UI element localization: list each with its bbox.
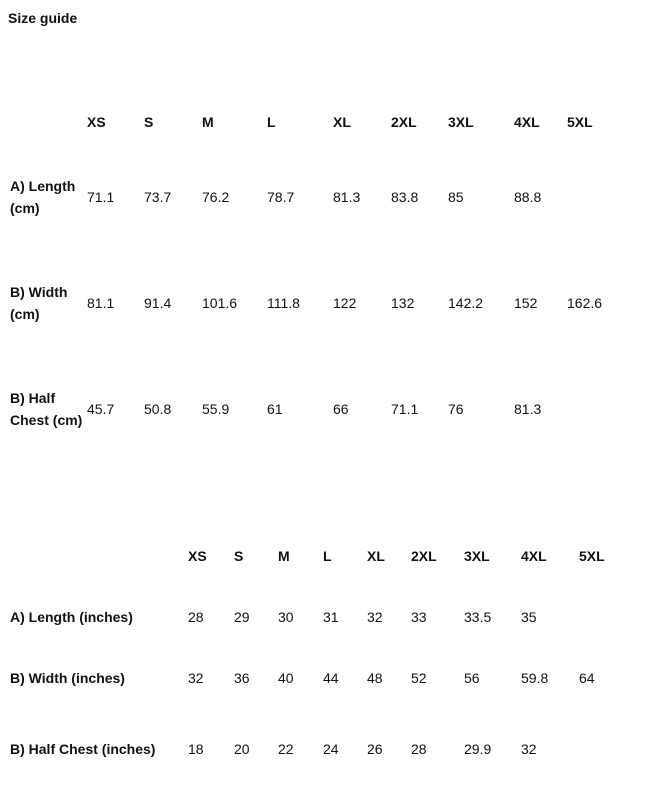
table-cell [579, 582, 629, 652]
table-cell: 81.3 [333, 189, 361, 205]
size-header: XS [87, 114, 106, 130]
size-header: XS [188, 548, 207, 564]
table-cell: 162.6 [567, 295, 603, 311]
size-header: 4XL [521, 548, 547, 564]
size-header: L [323, 548, 332, 564]
size-header: 4XL [514, 114, 540, 130]
size-header: L [267, 114, 276, 130]
table-cell: 20 [234, 741, 250, 757]
table-cell: 33 [411, 609, 427, 625]
table-cell: 45.7 [87, 401, 115, 417]
table-row [0, 144, 627, 250]
table-cell: 26 [367, 741, 383, 757]
table-row [0, 356, 627, 462]
table-cell: 31 [323, 609, 339, 625]
size-table-inches [0, 530, 629, 794]
table-cell: 71.1 [391, 401, 419, 417]
table-cell: 76.2 [202, 189, 230, 205]
table-cell: 132 [391, 295, 415, 311]
table-row [0, 582, 629, 652]
table-cell: 32 [521, 741, 537, 757]
table-cell: 55.9 [202, 401, 230, 417]
table-cell: 36 [234, 670, 250, 686]
table-cell: 81.3 [514, 401, 542, 417]
table-header-row [0, 100, 627, 144]
table-cell: 66 [333, 401, 349, 417]
table-cell [579, 704, 629, 794]
table-cell: 122 [333, 295, 357, 311]
size-header: M [278, 548, 290, 564]
size-header: 2XL [411, 548, 437, 564]
table-cell: 22 [278, 741, 294, 757]
table-cell: 24 [323, 741, 339, 757]
table-cell: 52 [411, 670, 427, 686]
table-cell: 32 [367, 609, 383, 625]
table-cell: 48 [367, 670, 383, 686]
table-cell: 91.4 [144, 295, 172, 311]
table-cell: 85 [448, 189, 464, 205]
table-cell: 32 [188, 670, 204, 686]
row-label: B) Width (inches) [10, 670, 125, 686]
size-header: S [144, 114, 154, 130]
size-header: 3XL [464, 548, 490, 564]
table-cell: 18 [188, 741, 204, 757]
page-title: Size guide [8, 10, 78, 26]
table-cell: 59.8 [521, 670, 549, 686]
size-header: 3XL [448, 114, 474, 130]
table-cell: 28 [188, 609, 204, 625]
table-header-row [0, 530, 629, 582]
table-row [0, 652, 629, 704]
size-header: 5XL [567, 114, 593, 130]
table-cell: 28 [411, 741, 427, 757]
size-header: S [234, 548, 244, 564]
table-row [0, 704, 629, 794]
table-cell: 142.2 [448, 295, 484, 311]
table-cell: 71.1 [87, 189, 115, 205]
table-cell: 35 [521, 609, 537, 625]
table-cell: 101.6 [202, 295, 238, 311]
size-header: 5XL [579, 548, 605, 564]
table-cell: 61 [267, 401, 283, 417]
table-cell: 76 [448, 401, 464, 417]
table-row [0, 250, 627, 356]
table-cell: 30 [278, 609, 294, 625]
table-cell: 50.8 [144, 401, 172, 417]
row-label: B) Half Chest (inches) [10, 741, 156, 757]
row-label: A) Length (inches) [10, 609, 133, 625]
row-label: A) Length (cm) [10, 178, 76, 216]
table-cell: 64 [579, 670, 595, 686]
table-cell: 152 [514, 295, 538, 311]
table-cell: 56 [464, 670, 480, 686]
table-cell: 88.8 [514, 189, 542, 205]
corner-cell [0, 100, 87, 144]
size-header: XL [367, 548, 385, 564]
table-cell: 40 [278, 670, 294, 686]
table-cell: 78.7 [267, 189, 295, 205]
size-table-cm [0, 100, 627, 462]
table-cell: 83.8 [391, 189, 419, 205]
table-cell: 29.9 [464, 741, 492, 757]
row-label: B) Width (cm) [10, 284, 68, 322]
size-header: XL [333, 114, 351, 130]
table-cell: 29 [234, 609, 250, 625]
row-label: B) Half Chest (cm) [10, 390, 83, 428]
size-header: 2XL [391, 114, 417, 130]
table-cell: 81.1 [87, 295, 115, 311]
corner-cell [0, 530, 188, 582]
table-cell: 73.7 [144, 189, 172, 205]
size-header: M [202, 114, 214, 130]
table-cell: 33.5 [464, 609, 492, 625]
table-cell [567, 144, 627, 250]
table-cell: 44 [323, 670, 339, 686]
table-cell [567, 356, 627, 462]
table-cell: 111.8 [267, 295, 300, 311]
